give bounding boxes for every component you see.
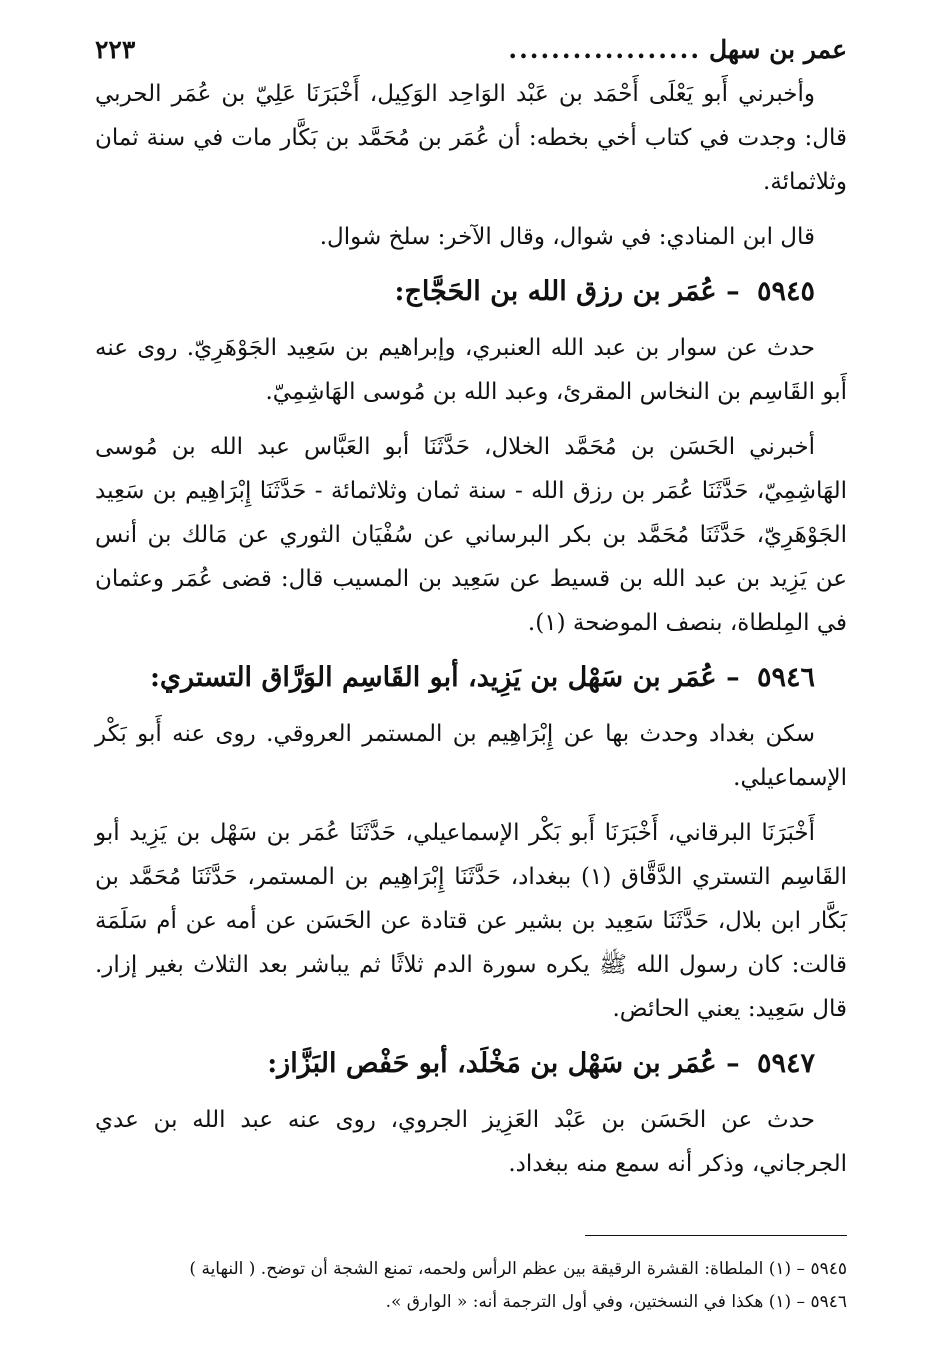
running-header [95,28,847,72]
entry-dash: – [726,276,740,307]
entry-heading [95,1042,847,1086]
entry-paragraph: سكن بغداد وحدث بها عن إِبْرَاهِيم بن المستمر العروقي. روى عنه أَبو بَكْر الإسماعيلي. [95,721,847,791]
entry-paragraph: حدث عن سوار بن عبد الله العنبري، وإبراهيم بن سَعِيد الجَوْهَرِيّ. روى عنه أَبو القَاسِم بن النخاس المقرئ، وعبد الله بن مُوسى الهَاشِمِيّ. [95,335,847,405]
footnote-divider [585,1235,847,1236]
running-header-leader-dots: .................. [508,35,702,64]
entry-name: عُمَر بن رزق الله بن الحَجَّاج: [394,276,717,307]
page-content [95,28,847,1186]
footnote: ٥٩٤٦ – (١) هكذا في النسختين، وفي أول الترجمة أنه: « الوارق ». [385,1292,847,1312]
entry-number: ٥٩٤٦ [756,662,815,693]
footnotes [95,1253,847,1319]
entry-name: عُمَر بن سَهْل بن يَزِيد، أبو القَاسِم الوَرَّاق التستري: [149,662,717,693]
intro-paragraph: وأخبرني أَبو يَعْلَى أَحْمَد بن عَبْد الوَاحِد الوَكِيل، أَخْبَرَنَا عَلِيّ بن عُمَر الحربي قال: وجدت في كتاب أخي بخطه: أن عُمَر بن مُحَمَّد بن بَكَّار مات في سنة ثمان وثلاثمائة. [95,81,847,195]
entry-number: ٥٩٤٥ [756,276,815,307]
entry-dash: – [726,662,740,693]
running-header-title: عمر بن سهل [709,35,847,64]
entry-5946 [95,656,847,1031]
note-paragraph: قال ابن المنادي: في شوال، وقال الآخر: سلخ شوال. [319,224,815,250]
footnote: ٥٩٤٥ – (١) الملطاة: القشرة الرقيقة بين عظم الرأس ولحمه، تمنع الشجة أن توضح. ( النهاية ) [189,1259,847,1279]
entry-paragraph: أَخْبَرَنَا البرقاني، أَخْبَرَنَا أَبو بَكْر الإسماعيلي، حَدَّثَنَا عُمَر بن سَهْل بن يَزِيد أبو القَاسِم التستري الدَّقَّاق (١) ببغداد، حَدَّثَنَا إِبْرَاهِيم بن المستمر، حَدَّثَنَا مُحَمَّد بن بَكَّار ابن بلال، حَدَّثَنَا سَعِيد بن بشير عن قتادة عن الحَسَن عن أمه عن أم سَلَمَة قالت: كان رسول الله ﷺ يكره سورة الدم ثلاثًا ثم يباشر بعد الثلاث بغير إزار. قال سَعِيد: يعني الحائض. [95,820,847,1022]
entry-paragraph: أخبرني الحَسَن بن مُحَمَّد الخلال، حَدَّثَنَا أبو العَبَّاس عبد الله بن مُوسى الهَاشِمِيّ، حَدَّثَنَا عُمَر بن رزق الله - سنة ثمان وثلاثمائة - حَدَّثَنَا إِبْرَاهِيم بن سَعِيد الجَوْهَرِيّ، حَدَّثَنَا مُحَمَّد بن بكر البرساني عن سُفْيَان الثوري عن مَالك بن أنس عن يَزِيد بن عبد الله بن قسيط عن سَعِيد بن المسيب قال: قضى عُمَر وعثمان في المِلطاة، بنصف الموضحة (١). [95,434,847,636]
entry-name: عُمَر بن سَهْل بن مَخْلَد، أبو حَفْص البَزَّاز: [267,1048,717,1079]
page-number: ٢٢٣ [95,35,136,64]
entry-number: ٥٩٤٧ [756,1048,815,1079]
entry-5947 [95,1042,847,1186]
entry-heading [95,270,847,314]
entry-heading [95,656,847,700]
entry-dash: – [726,1048,740,1079]
entry-5945 [95,270,847,645]
entry-paragraph: حدث عن الحَسَن بن عَبْد العَزِيز الجروي، روى عنه عبد الله بن عدي الجرجاني، وذكر أنه سمع منه ببغداد. [95,1107,847,1177]
